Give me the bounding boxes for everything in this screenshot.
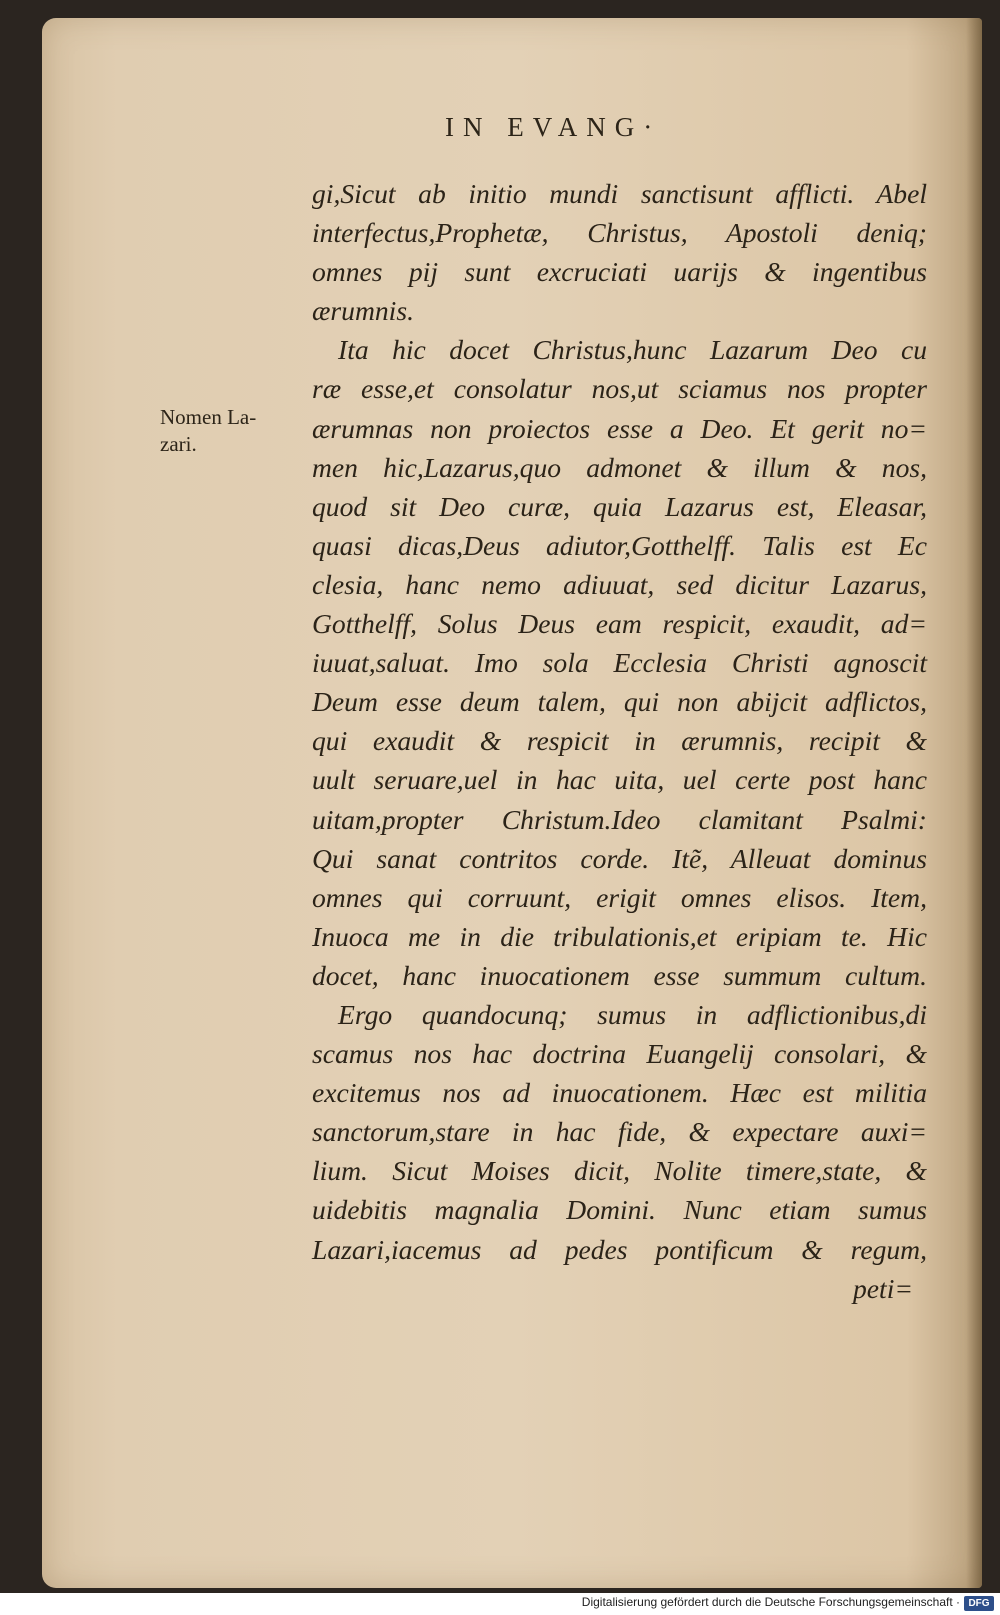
text-line: quasi dicas,Deus adiutor,Gotthelff. Talis est Ec (312, 529, 927, 561)
text-line: docet, hanc inuocationem esse summum cultum. (312, 959, 927, 991)
text-line: qui exaudit & respicit in ærumnis, recipit & (312, 725, 927, 757)
running-head: IN EVANG· (445, 112, 662, 142)
marginal-note (160, 404, 300, 458)
text-line: uidebitis magnalia Domini. Nunc etiam sumus (312, 1194, 927, 1226)
text-line: interfectus,Prophetæ, Christus, Apostoli deniq; (312, 217, 927, 249)
text-line: Deum esse deum talem, qui non abijcit adflictos, (312, 686, 927, 718)
text-line: iuuat,saluat. Imo sola Ecclesia Christi agnoscit (312, 647, 927, 679)
footer-bar (0, 1593, 1000, 1615)
text-line: men hic,Lazarus,quo admonet & illum & nos, (312, 451, 927, 483)
body-text (312, 174, 927, 1308)
text-line: uult seruare,uel in hac uita, uel certe post hanc (312, 764, 927, 796)
text-line: gi,Sicut ab initio mundi sanctisunt afflicti. Abel (312, 178, 927, 209)
text-line: Lazari,iacemus ad pedes pontificum & regum, (312, 1233, 927, 1265)
text-line: ræ esse,et consolatur nos,ut sciamus nos propter (312, 373, 927, 405)
text-line: Ergo quandocunq; sumus in adflictionibus,di (338, 998, 927, 1030)
marginal-note-line: zari. (160, 432, 197, 456)
text-line: ærumnis. (312, 295, 414, 327)
marginal-note-line: Nomen La- (160, 405, 257, 429)
text-line: Qui sanat contritos corde. Itẽ, Alleuat dominus (312, 842, 927, 874)
text-line: quod sit Deo curæ, quia Lazarus est, Eleasar, (312, 490, 927, 522)
text-line: excitemus nos ad inuocationem. Hæc est militia (312, 1077, 927, 1109)
text-line: Inuoca me in die tribulationis,et eripiam te. Hic (312, 920, 927, 952)
text-line: omnes pij sunt excruciati uarijs & ingentibus (312, 256, 927, 288)
text-line: Gotthelff, Solus Deus eam respicit, exaudit, ad= (312, 608, 927, 640)
text-line: clesia, hanc nemo adiuuat, sed dicitur Lazarus, (312, 568, 927, 600)
text-line: scamus nos hac doctrina Euangelij consolari, & (312, 1038, 927, 1070)
text-line: sanctorum,stare in hac fide, & expectare auxi= (312, 1116, 927, 1148)
text-line: omnes qui corruunt, erigit omnes elisos. Item, (312, 881, 927, 913)
page-edge-shadow (966, 18, 982, 1588)
text-line: Ita hic docet Christus,hunc Lazarum Deo cu (338, 334, 927, 366)
text-line: ærumnas non proiectos esse a Deo. Et gerit no= (312, 412, 927, 444)
footer-credit: Digitalisierung gefördert durch die Deutsche Forschungsgemeinschaft · (581, 1595, 960, 1609)
text-line: uitam,propter Christum.Ideo clamitant Psalmi: (312, 803, 927, 835)
text-line: lium. Sicut Moises dicit, Nolite timere,state, & (312, 1155, 927, 1187)
dfg-logo-icon: DFG (964, 1596, 994, 1611)
catchword: peti= (853, 1272, 913, 1304)
